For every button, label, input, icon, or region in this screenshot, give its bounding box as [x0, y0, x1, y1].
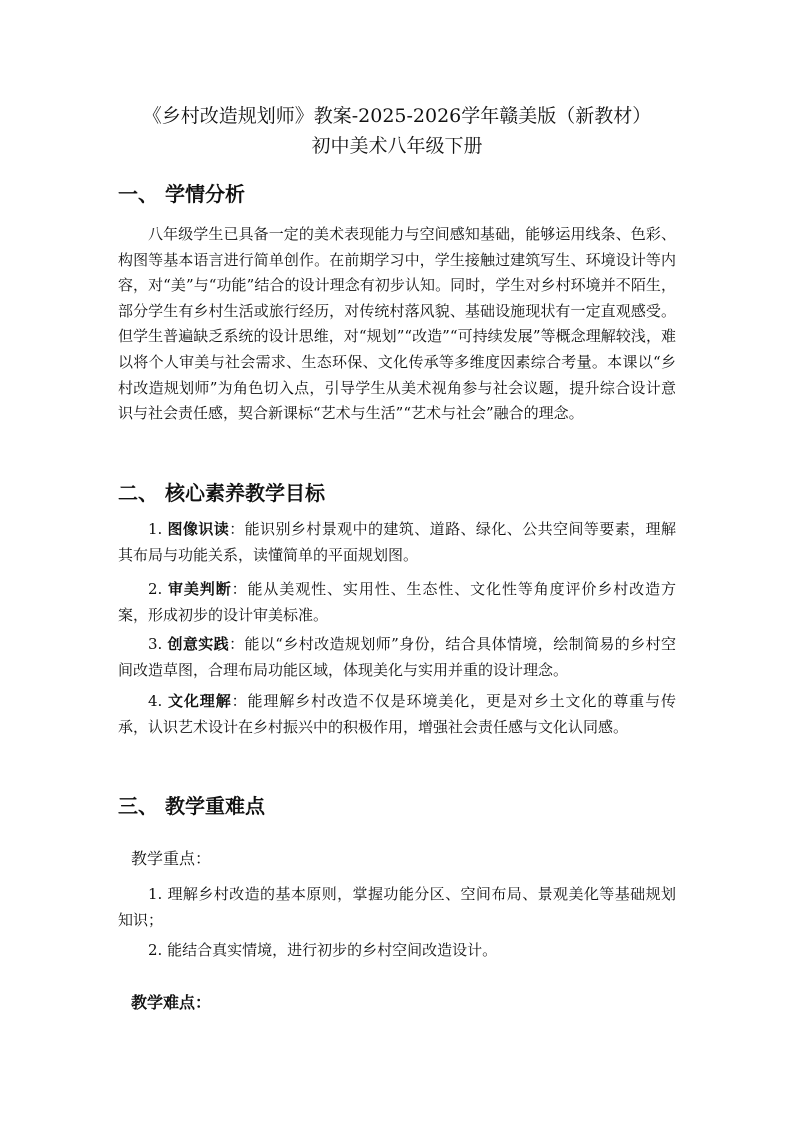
- section-heading-learning-analysis: 一、 学情分析: [118, 182, 245, 206]
- objective-label: 审美判断: [167, 580, 232, 598]
- objective-item: [118, 576, 676, 628]
- objective-item: [118, 516, 676, 568]
- objective-item: [118, 631, 676, 683]
- objective-text: ：能识别乡村景观中的建筑、道路、绿化、公共空间等要素，理解其布局与功能关系，读懂简单的平面规划图。: [118, 520, 676, 564]
- objective-label: 图像识读: [167, 520, 230, 538]
- objective-text: ：能从美观性、实用性、生态性、文化性等角度评价乡村改造方案，形成初步的设计审美标准。: [118, 580, 676, 624]
- objective-text: ：能理解乡村改造不仅是环境美化，更是对乡土文化的尊重与传承，认识艺术设计在乡村振兴中的积极作用，增强社会责任感与文化认同感。: [118, 692, 676, 736]
- learning-analysis-paragraph: 八年级学生已具备一定的美术表现能力与空间感知基础，能够运用线条、色彩、构图等基本语言进行简单创作。在前期学习中，学生接触过建筑写生、环境设计等内容，对“美”与“功能”结合的设计理念有初步认知。同时，学生对乡村环境并不陌生，部分学生有乡村生活或旅行经历，对传统村落风貌、基础设施现状有一定直观感受。但学生普遍缺乏系统的设计思维，对“规划”“改造”“可持续发展”等概念理解较浅，难以将个人审美与社会需求、生态环保、文化传承等多维度因素综合考量。本课以“乡村改造规划师”为角色切入点，引导学生从美术视角参与社会议题，提升综合设计意识与社会责任感，契合新课标“艺术与生活”“艺术与社会”融合的理念。: [118, 225, 676, 423]
- section-heading-teaching-objectives: 二、 核心素养教学目标: [118, 481, 325, 505]
- document-title-line2: 初中美术八年级下册: [311, 135, 483, 157]
- key-point-item: 2. 能结合真实情境，进行初步的乡村空间改造设计。: [148, 941, 498, 959]
- key-points-label: 教学重点：: [131, 849, 212, 868]
- objective-label: 文化理解: [167, 692, 232, 710]
- document-title-line1: 《乡村改造规划师》教案-2025-2026学年赣美版（新教材）: [142, 105, 652, 127]
- section-heading-key-difficult-points: 三、 教学重难点: [118, 794, 265, 818]
- objective-label: 创意实践: [167, 635, 230, 653]
- difficulties-label: 教学难点：: [131, 993, 212, 1012]
- objective-text: ：能以“乡村改造规划师”身份，结合具体情境，绘制简易的乡村空间改造草图，合理布局功能区域，体现美化与实用并重的设计理念。: [118, 635, 676, 679]
- objective-number: 3.: [148, 635, 168, 653]
- objective-number: 4.: [148, 692, 168, 710]
- objective-number: 2.: [148, 580, 168, 598]
- key-point-item: 1. 理解乡村改造的基本原则，掌握功能分区、空间布局、景观美化等基础规划知识；: [118, 885, 676, 929]
- objective-item: [118, 688, 676, 740]
- objective-number: 1.: [148, 520, 168, 538]
